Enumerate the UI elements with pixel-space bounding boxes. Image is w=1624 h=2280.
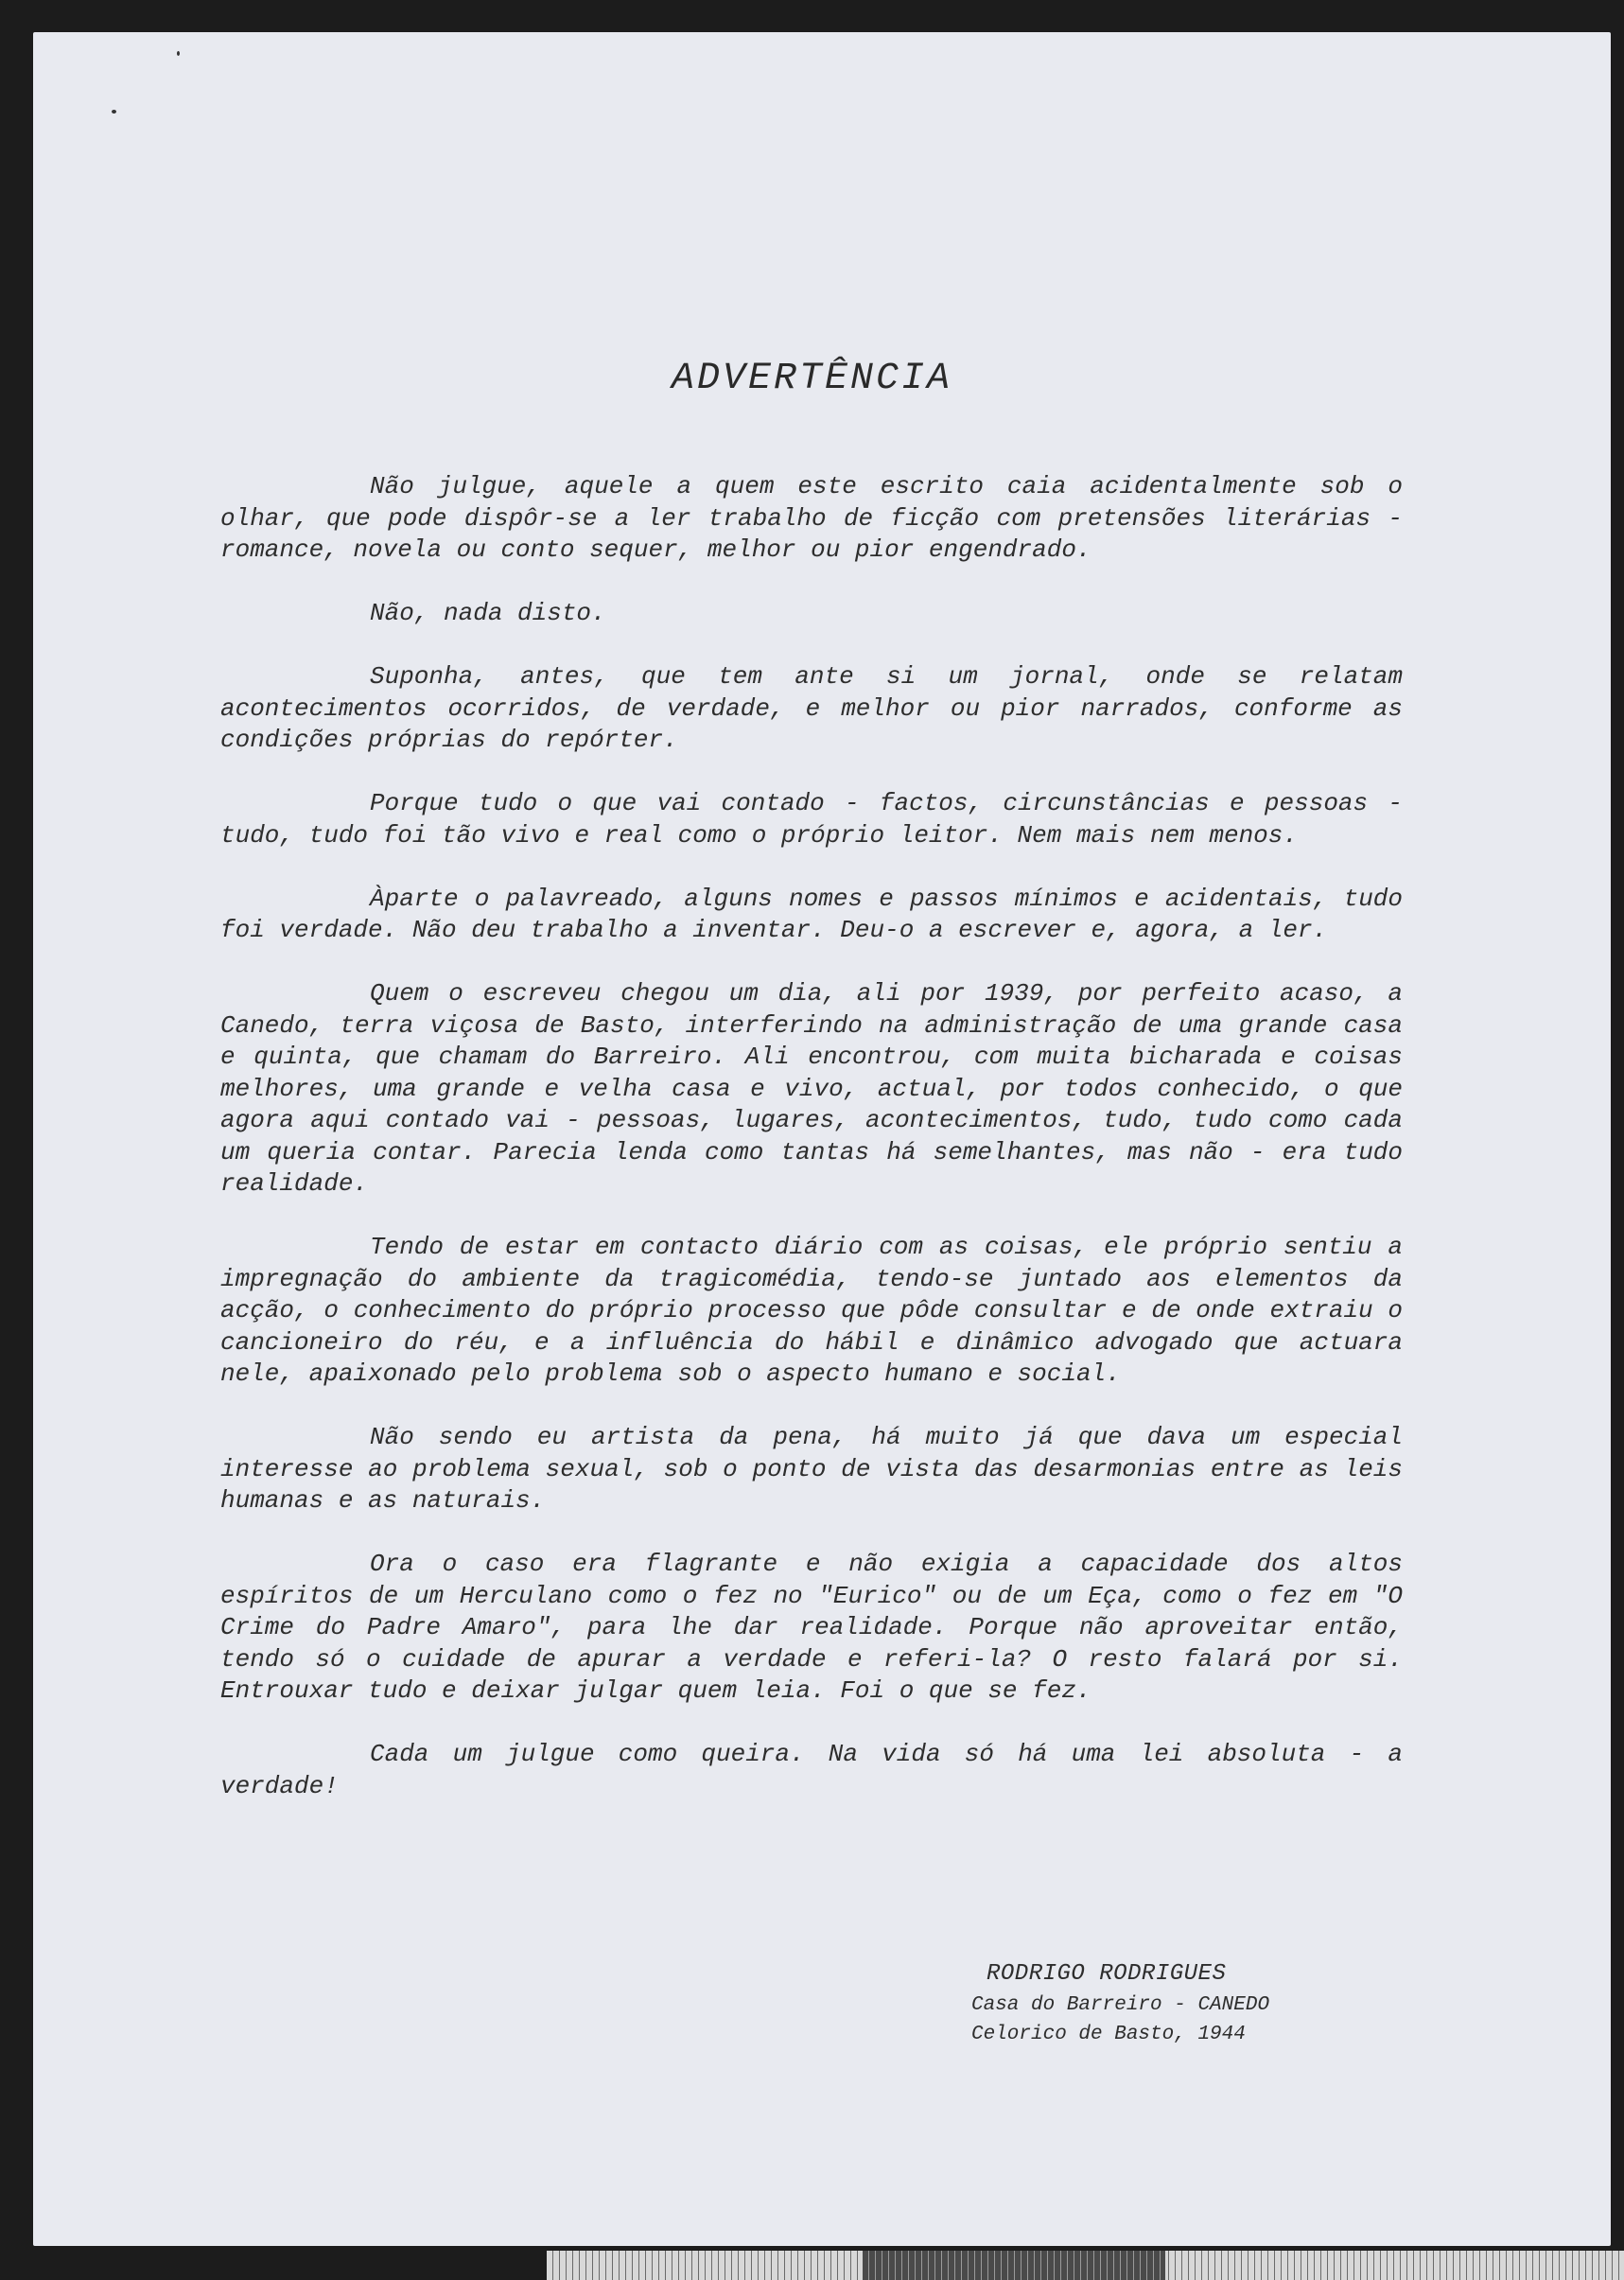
signature-address: Casa do Barreiro - CANEDO: [971, 1994, 1270, 2016]
paragraph: Cada um julgue como queira. Na vida só há uma lei absoluta - a verdade!: [220, 1740, 1403, 1800]
paper-speck: [112, 110, 116, 114]
paragraph: Ora o caso era flagrante e não exigia a capacidade dos altos espíritos de um Herculano como o fez no "Eurico" ou de um Eça, como o fez em "O Crime do Padre Amaro", para lhe dar realidade. Porque não aproveitar então, tendo só o cuidade de apurar a verdade e referi-la? O resto falará por si. Entrouxar tudo e deixar julgar quem leia. Foi o que se fez.: [220, 1550, 1403, 1705]
signature-name: RODRIGO RODRIGUES: [987, 1961, 1227, 1987]
document-body: [220, 471, 1403, 1834]
paragraph: Àparte o palavreado, alguns nomes e passos mínimos e acidentais, tudo foi verdade. Não deu trabalho a inventar. Deu-o a escrever e, agora, a ler.: [220, 884, 1403, 944]
signature-place-date: Celorico de Basto, 1944: [971, 2024, 1246, 2045]
paragraph: Tendo de estar em contacto diário com as coisas, ele próprio sentiu a impregnação do ambiente da tragicomédia, tendo-se juntado aos elementos da acção, o conhecimento do próprio processo que pôde consultar e de onde extraiu o cancioneiro do réu, e a influência do hábil e dinâmico advogado que actuara nele, apaixonado pelo problema sob o aspecto humano e social.: [220, 1233, 1403, 1388]
paragraph: Suponha, antes, que tem ante si um jornal, onde se relatam acontecimentos ocorridos, de verdade, e melhor ou pior narrados, conforme as condições próprias do repórter.: [220, 662, 1403, 754]
paragraph: Não sendo eu artista da pena, há muito já que dava um especial interesse ao problema sexual, sob o ponto de vista das desarmonias entre as leis humanas e as naturais.: [220, 1423, 1403, 1515]
document-title: ADVERTÊNCIA: [671, 358, 953, 400]
paragraph: Não julgue, aquele a quem este escrito caia acidentalmente sob o olhar, que pode dispôr-se a ler trabalho de ficção com pretensões literárias - romance, novela ou conto sequer, melhor ou pior engendrado.: [220, 472, 1403, 564]
paragraph: Porque tudo o que vai contado - factos, circunstâncias e pessoas - tudo, tudo foi tão vivo e real como o próprio leitor. Nem mais nem menos.: [220, 789, 1403, 850]
paragraph: Não, nada disto.: [370, 599, 606, 627]
paragraph: Quem o escreveu chegou um dia, ali por 1939, por perfeito acaso, a Canedo, terra viçosa de Basto, interferindo na administração de uma grande casa e quinta, que chamam do Barreiro. Ali encontrou, com muita bicharada e coisas melhores, uma grande e velha casa e vivo, actual, por todos conhecido, o que agora aqui contado vai - pessoas, lugares, acontecimentos, tudo, tudo como cada um queria contar. Parecia lenda como tantas há semelhantes, mas não - era tudo realidade.: [220, 979, 1403, 1198]
scan-ruler-dark-segment: [863, 2251, 1165, 2280]
paper-speck: [177, 51, 180, 56]
signature-block: [971, 1958, 1269, 2049]
